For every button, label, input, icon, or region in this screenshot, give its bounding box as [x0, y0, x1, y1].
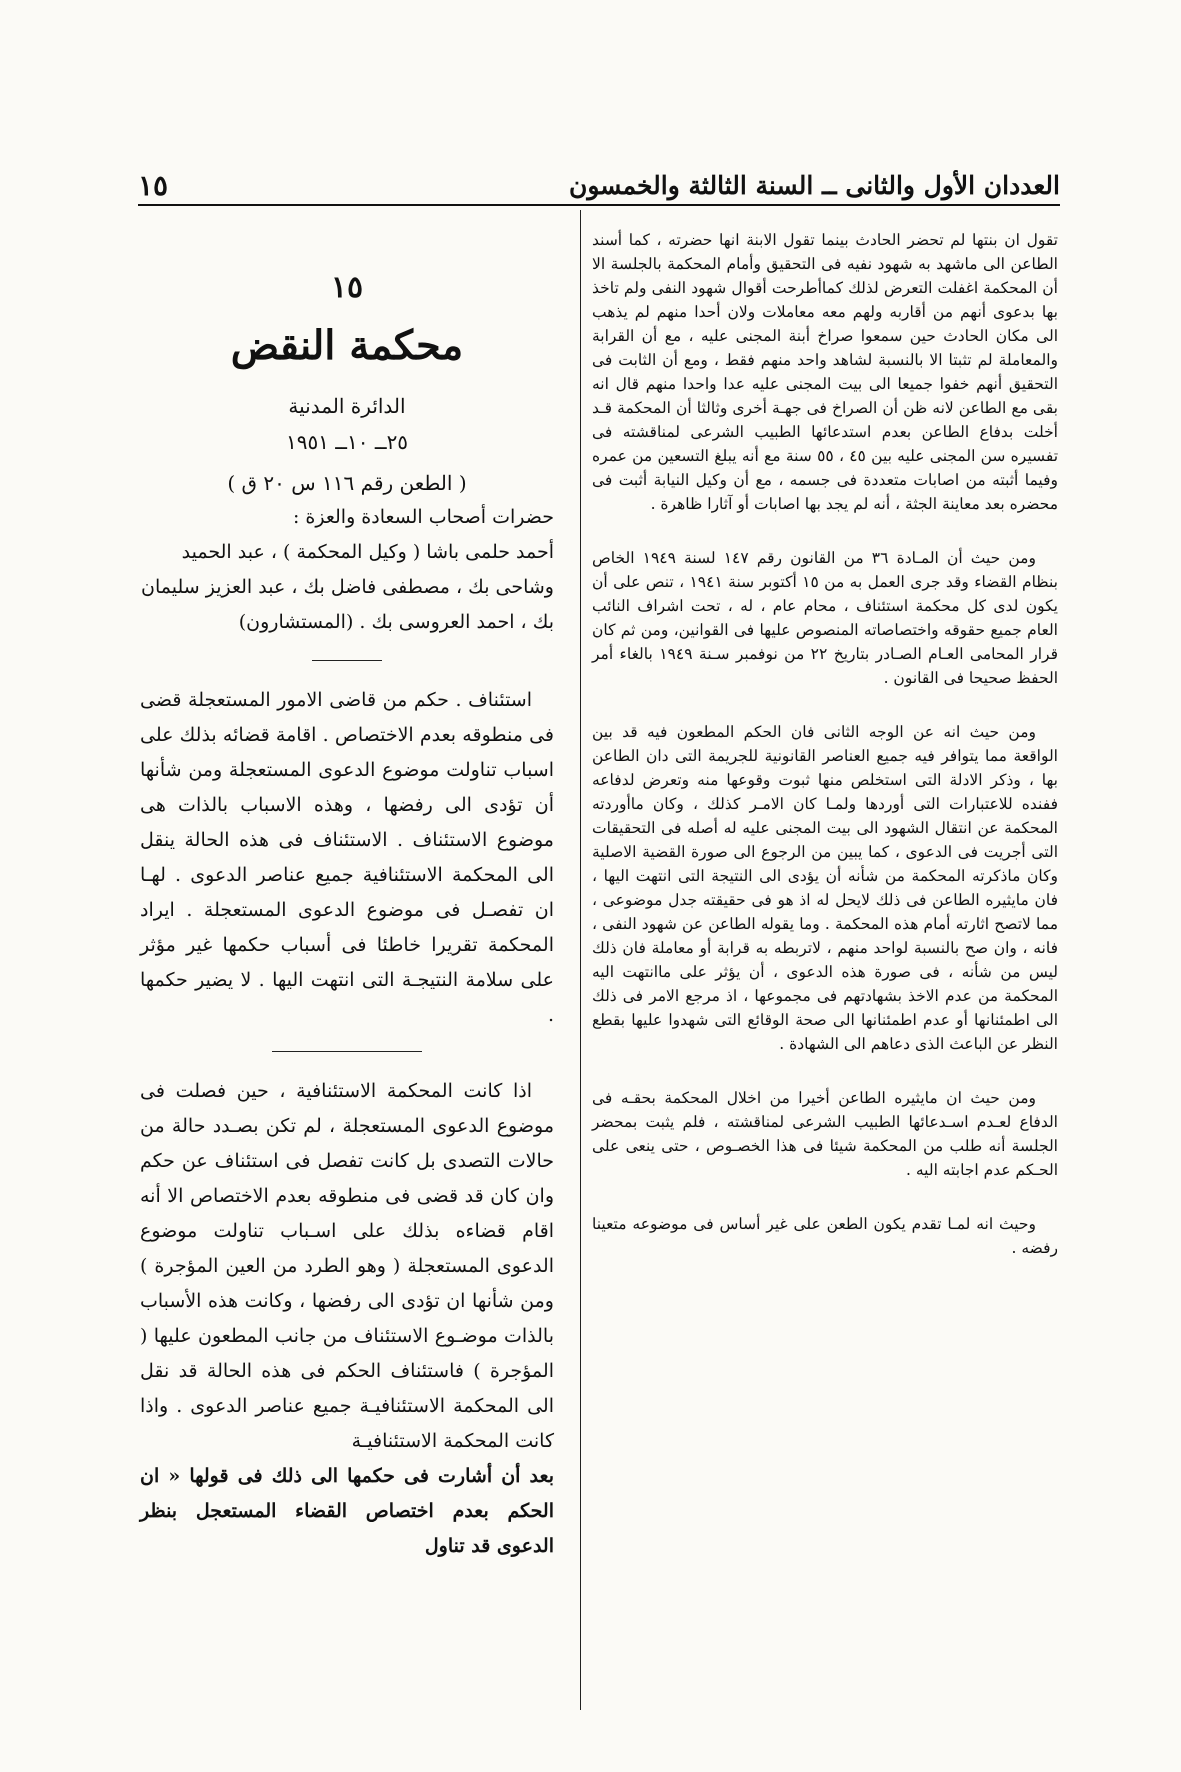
- section-rule: [272, 1051, 422, 1052]
- ruling-text-bold: بعد أن أشارت فى حكمها الى ذلك فى قولها « ان الحكم بعدم اختصاص القضاء المستعجل بنظر الدعوى قد تناول: [140, 1465, 554, 1557]
- column-divider: [580, 210, 581, 1710]
- judges-line: بك ، احمد العروسى بك . (المستشارون): [238, 611, 554, 633]
- judges-line: أحمد حلمى باشا ( وكيل المحكمة ) ، عبد الحميد: [181, 541, 554, 563]
- division-name: الدائرة المدنية: [288, 394, 406, 418]
- case-number: ١٥: [330, 270, 364, 305]
- right-column: [592, 228, 1058, 1260]
- section-rule: [312, 660, 382, 661]
- right-paragraph: ومن حيث انه عن الوجه الثانى فان الحكم المطعون فيه قد بين الواقعة مما يتوافر فيه جميع العناصر القانونية للجريمة التى دان الطاعن بها ، وذكر الادلة التى استخلص منها ثبوت وقوعها منه وتعرض لدفاعه ففنده للاعتبارات التى أوردها ولمـا كان الامـر كذلك ، وكان ماأوردته المحكمة عن انتقال الشهود الى بيت المجنى عليه له أصله فى التحقيقات التى أجريت فى الدعوى ، كما يبين من الرجوع الى صورة القضية الاصلية وكان ماذكرته المحكمة من شأنه أن يؤدى الى النتيجة التى انتهت اليها ، فان مايثيره الطاعن فى ذلك لايحل له اذ هو فى حقيقته جدل موضوعى ، مما لاتصح اثارته أمام هذه المحكمة . وما يقوله الطاعن عن شهود النفى ، فانه ، وان صح بالنسبة لواحد منهم ، لاتربطه به قرابة أو معاملة فان ذلك ليس من شأنه ، فى صورة هذه الدعوى ، أن يؤثر على ماانتهت اليه المحكمة من عدم الاخذ بشهادتهم فى مجموعها ، اذ مرجع الامر فى ذلك الى اطمئنانها أو عدم اطمئنانها الى صحة الوقائع التى شهدوا عليها بقطع النظر عن الباعث الذى دعاهم الى الشهادة .: [592, 723, 1058, 1053]
- left-column: [140, 228, 554, 1564]
- headnote: [140, 683, 554, 1033]
- page-number: ١٥: [138, 168, 169, 202]
- right-paragraph: وحيث انه لمـا تقدم يكون الطعن على غير أساس فى موضوعه متعينا رفضه .: [592, 1215, 1058, 1257]
- court-name: محكمة النقض: [230, 322, 464, 369]
- headnote-text: استئناف . حكم من قاضى الامور المستعجلة قضى فى منطوقه بعدم الاختصاص . اقامة قضائه بذلك على اسباب تناولت موضوع الدعوى المستعجلة ومن شأنها أن تؤدى الى رفضها ، وهذه الاسباب بالذات هى موضوع الاستئناف . الاستئناف فى هذه الحالة ينقل الى المحكمة الاستئنافية جميع عناصر الدعوى . لهـا ان تفصـل فى موضوع الدعوى المستعجلة . ايراد المحكمة تقريرا خاطئا فى أسباب حكمها غير مؤثر على سلامة النتيجـة التى انتهت اليها . لا يضير حكمها .: [140, 689, 554, 1026]
- right-paragraph: تقول ان بنتها لم تحضر الحادث بينما تقول الابنة انها حضرته ، كما أسند الطاعن الى ماشهد به شهود نفيه فى التحقيق وأمام المحكمة بالجلسة الا أن المحكمة اغفلت التعرض لذلك كماأطرحت أقوال شهود النفى ولم تاخذ بها بدعوى أنهم من أقاربه ولهم معه معاملات ولان أحدا منهم لم يذهب الى مكان الحادث حين سمعوا صراخ أبنة المجنى عليه ، مع أن القرابة والمعاملة لم تثبتا الا بالنسبة لشاهد واحد منهم فقط ، ومع أن الثابت فى التحقيق أنهم خفوا جميعا الى بيت المجنى عليه عدا واحدا منهم قال انه بقى مع الطاعن لانه ظن أن الصراخ فى جهـة أخرى وثالثا أن المحكمة قـد أخلت بدفاع الطاعن بعدم استدعائها الطبيب الشرعى لمناقشته فى تفسيره سن المجنى عليه بين ٤٥ ، ٥٥ سنة مع أنه يبلغ التسعين من عمره وفيما أثبته من اصابات متعددة فى جسمه ، مع أن وكيل النيابة أثبت فى محضره بعد معاينة الجثة ، أنه لم يجد بها اصابات أو آثارا ظاهرة .: [592, 231, 1059, 513]
- ruling-body: [140, 1074, 554, 1564]
- header-rule: [138, 204, 1060, 206]
- ruling-text: اذا كانت المحكمة الاستئنافية ، حين فصلت فى موضوع الدعوى المستعجلة ، لم تكن بصـدد حالة من حالات التصدى بل كانت تفصل فى استئناف عن حكم وان كان قد قضى فى منطوقه بعدم الاختصاص الا أنه اقام قضاءه بذلك على اسـباب تناولت موضوع الدعوى المستعجلة ( وهو الطرد من العين المؤجرة ) ومن شأنها ان تؤدى الى رفضها ، وكانت هذه الأسباب بالذات موضـوع الاستئناف من جانب المطعون عليها ( المؤجرة ) فاستئناف الحكم فى هذه الحالة قد نقل الى المحكمة الاستئنافيـة جميع عناصر الدعوى . واذا كانت المحكمة الاستئنافيـة: [140, 1080, 554, 1452]
- judgment-date: ٢٥ــ ١٠ــ ١٩٥١: [285, 430, 409, 454]
- presence-intro: حضرات أصحاب السعادة والعزة :: [292, 506, 554, 528]
- judges-list: [140, 535, 554, 640]
- right-paragraph: ومن حيث ان مايثيره الطاعن أخيرا من اخلال المحكمة بحقـه فى الدفاع لعـدم اسـدعائها الطبيب الشرعى لمناقشته ، فلم يثبت بمحضر الجلسة أنه طلب من المحكمة شيئا فى هذا الخصـوص ، حتى ينعى على الحـكم عدم اجابته اليه .: [592, 1089, 1058, 1179]
- right-paragraph: ومن حيث أن المـادة ٣٦ من القانون رقم ١٤٧ لسنة ١٩٤٩ الخاص بنظام القضاء وقد جرى العمل به من ١٥ أكتوبر سنة ١٩٤١ ، تنص على أن يكون لدى كل محكمة استئناف ، محام عام ، له ، تحت اشراف النائب العام جميع حقوقه واختصاصاته المنصوص عليها فى القوانين، ومن ثم كان قرار المحامى العـام الصـادر بتاريخ ٢٢ من نوفمبر سـنة ١٩٤٩ بالغاء أمر الحفظ صحيحا فى القانون .: [592, 549, 1059, 687]
- judges-line: وشاحى بك ، مصطفى فاضل بك ، عبد العزيز سليمان: [141, 576, 554, 598]
- page-header: [138, 168, 1060, 202]
- running-title: العددان الأول والثانى ــ السنة الثالثة والخمسون: [569, 170, 1060, 200]
- appeal-number: ( الطعن رقم ١١٦ س ٢٠ ق ): [227, 471, 467, 495]
